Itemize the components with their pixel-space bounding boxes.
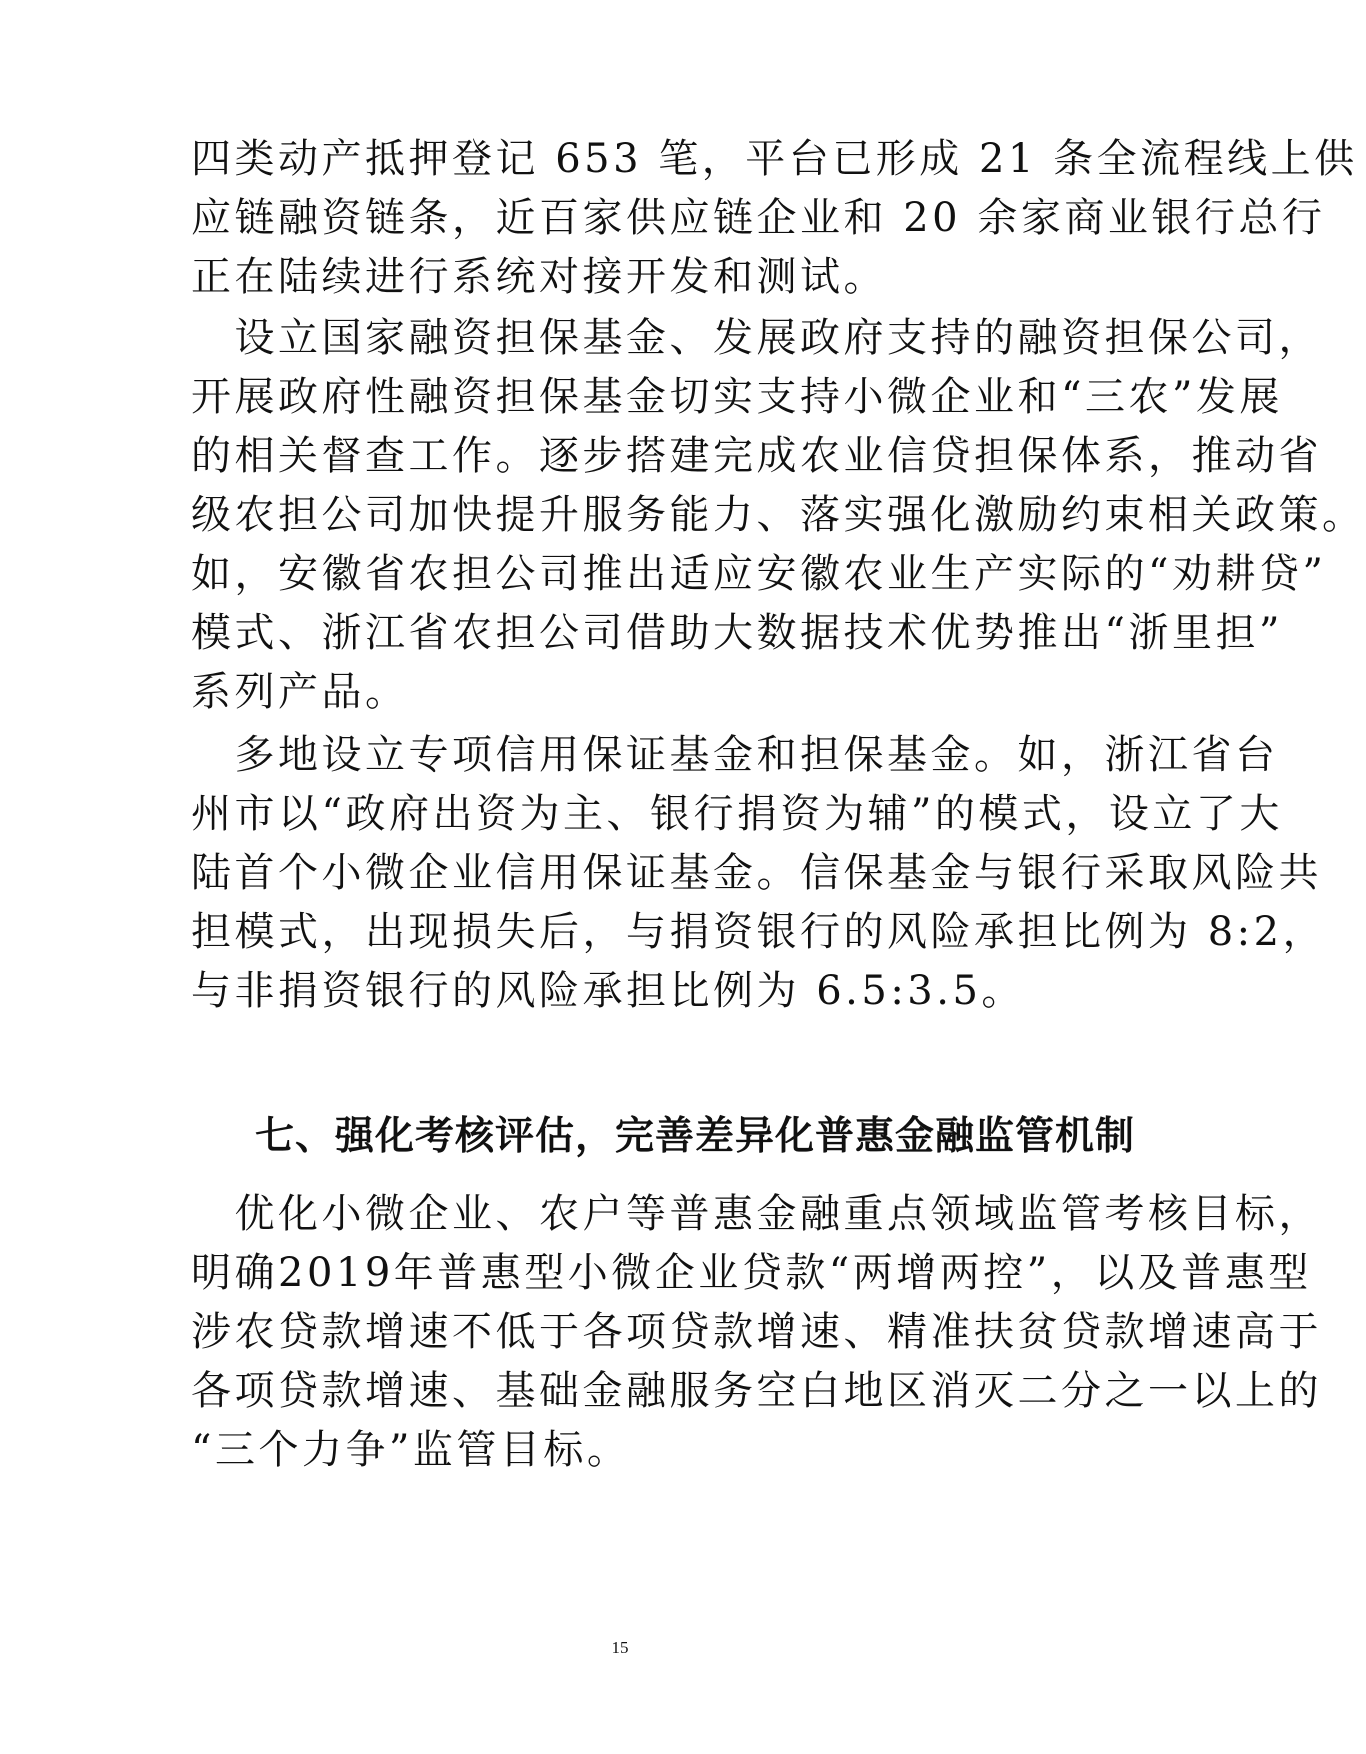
section-paragraph-line-4: 各项贷款增速、基础金融服务空白地区消灭二分之一以上的 [191, 1368, 1322, 1414]
paragraph-3-line-2: 州市以“政府出资为主、银行捐资为辅”的模式，设立了大 [191, 791, 1283, 837]
paragraph-1-line-1: 四类动产抵押登记 653 笔，平台已形成 21 条全流程线上供 [191, 136, 1358, 182]
section-paragraph-line-3: 涉农贷款增速不低于各项贷款增速、精准扶贫贷款增速高于 [191, 1309, 1322, 1355]
section-paragraph-line-5: “三个力争”监管目标。 [191, 1427, 631, 1473]
section-heading: 七、强化考核评估，完善差异化普惠金融监管机制 [255, 1114, 1136, 1159]
paragraph-2-line-5: 如，安徽省农担公司推出适应安徽农业生产实际的“劝耕贷” [191, 551, 1327, 597]
paragraph-1-line-2: 应链融资链条，近百家供应链企业和 20 余家商业银行总行 [191, 195, 1326, 241]
paragraph-2-line-6: 模式、浙江省农担公司借助大数据技术优势推出“浙里担” [191, 610, 1283, 656]
paragraph-2-line-2: 开展政府性融资担保基金切实支持小微企业和“三农”发展 [191, 374, 1283, 420]
paragraph-2-line-1: 设立国家融资担保基金、发展政府支持的融资担保公司， [191, 315, 1322, 361]
paragraph-3-line-5: 与非捐资银行的风险承担比例为 6.5:3.5。 [191, 968, 1025, 1014]
paragraph-2-line-4: 级农担公司加快提升服务能力、落实强化激励约束相关政策。 [191, 492, 1366, 538]
paragraph-3-line-1: 多地设立专项信用保证基金和担保基金。如，浙江省台 [191, 732, 1279, 778]
paragraph-2-line-3: 的相关督查工作。逐步搭建完成农业信贷担保体系，推动省 [191, 433, 1322, 479]
section-paragraph-line-1: 优化小微企业、农户等普惠金融重点领域监管考核目标， [191, 1191, 1322, 1237]
paragraph-1-line-3: 正在陆续进行系统对接开发和测试。 [191, 254, 887, 300]
page-number: 15 [611, 1638, 629, 1657]
paragraph-3-line-4: 担模式，出现损失后，与捐资银行的风险承担比例为 8:2， [191, 909, 1327, 955]
section-paragraph-line-2: 明确2019年普惠型小微企业贷款“两增两控”，以及普惠型 [191, 1250, 1312, 1296]
paragraph-2-line-7: 系列产品。 [191, 669, 409, 715]
paragraph-3-line-3: 陆首个小微企业信用保证基金。信保基金与银行采取风险共 [191, 850, 1322, 896]
